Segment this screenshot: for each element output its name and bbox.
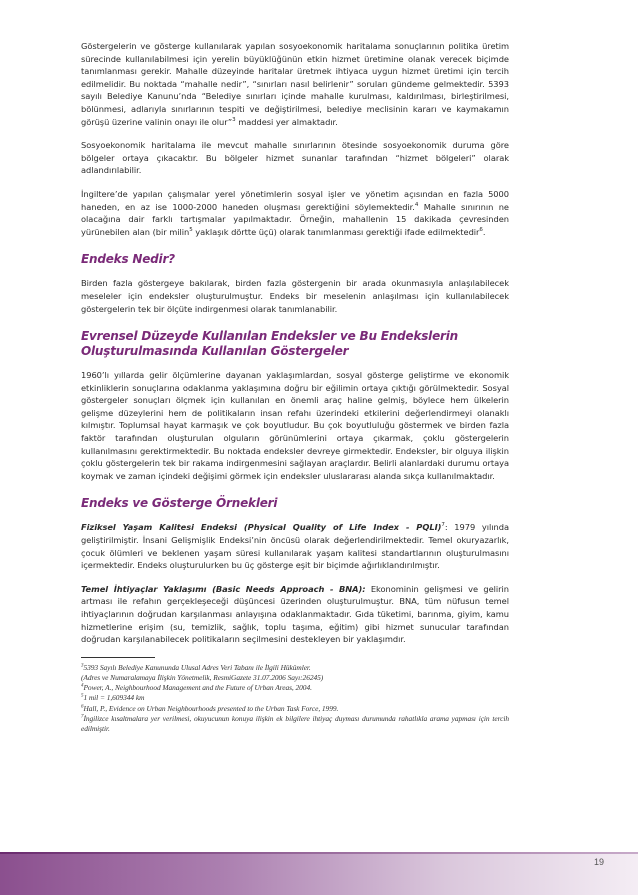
paragraph-text: İngiltere’de yapılan çalışmalar yerel yönetimlerin sosyal işler ve yönetim açısından en fazla 5000 haneden, en az ise 1000-2000 haneden oluşması gerektiğini söylemektedir. [81,188,509,212]
paragraph-1960lar: 1960’lı yıllarda gelir ölçümlerine dayanan yaklaşımlardan, sosyal gösterge geliştirme ve ekonomik etkinliklerin sonuçlarına odaklanma yaklaşımına doğru bir eğilimin ortaya çıktığı görülmektedir. Sosyal göstergeler sonuçları ölçmek için kullanılan en önemli araç haline gelmiş, böylece hem ülkelerin gelişme düzeylerini hem de politikaların insan refahı üzerindeki etkilerini değerlendirmeyi olanaklı kılmıştır. Toplumsal hayat karmaşık ve çok boyutludur. Bu çok boyutluluğu göstermek ve birden fazla faktör tarafından oluşturulan olguların görünümlerini ortaya çıkarmak, çoklu göstergelerin kullanılmasını gerektirmektedir. Bu noktada endeksler devreye girmektedir. Endeksler, bir olguya ilişkin çoklu göstergelerin tek bir rakama indirgenmesini sağlayan araçlardır. Belirli alanlardaki durumu ortaya koymak ve zaman içindeki değişimi görmek için endeksler uluslararası alanda sıkça kullanılmaktadır. [81,370,509,481]
paragraph-mahalle [81,40,509,128]
footnotes [81,663,509,734]
footnote-5 [81,693,509,703]
paragraph-text: Ekonominin gelişmesi ve gelirin artması ile refahın gerçekleşeceği düşüncesi üzerinden oluşturulmuştur. BNA, tüm nüfusun temel ihtiyaçlarının doğrudan karşılanması anlayışına odaklanmaktadır. Gıda tüketimi, barınma, giyim, kamu hizmetlerine erişim (su, temizlik, sağlık, toplu taşıma, eğitim) gibi hizmet sunucular tarafından doğrudan karşılanabilecek politikaların seçilmesini destekleyen bir yaklaşımdır. [81,583,509,645]
heading-endeks-ornekleri: Endeks ve Gösterge Örnekleri [81,496,278,511]
paragraph-text: : 1979 yılında geliştirilmiştir. İnsani Gelişmişlik Endeksi’nin öncüsü olarak değerlendirilmektedir. Temel okuryazarlık, çocuk ölümleri ve beklenen yaşam süresi kullanılarak yaşam kalitesi standartlarının oluşturulmasını içermektedir. Endeks oluşturulurken bu üç gösterge eşit bir biçimde ağırlıklandırılmıştır. [81,522,509,571]
footnote-7 [81,714,509,734]
paragraph-text: . [482,226,486,237]
paragraph-hizmet-bolgeleri: Sosyoekonomik haritalama ile mevcut mahalle sınırlarının ötesinde sosyoekonomik duruma göre bölgeler ortaya çıkacaktır. Bu bölgeler hizmet sunanlar tarafından “hizmet bölgeleri” olarak adlandırılabilir. [81,140,509,176]
paragraph-ingiltere [81,188,509,238]
page-content [81,40,509,734]
footnote-text: Hall, P., Evidence on Urban Neighbourhoods presented to the Urban Task Force, 1999. [83,703,339,713]
paragraph-text: Mahalle sınırının ne olacağına dair farklı tartışmalar yapılmaktadır. Örneğin, mahallenin 15 dakikada çevresinden yürünebilen alan (bir milin [81,201,509,237]
footer-gradient-bar [0,852,638,895]
paragraph-text: maddesi yer almaktadır. [235,116,338,127]
footnote-divider [81,657,155,658]
footnote-3-cont [81,673,509,683]
heading-endeks-nedir: Endeks Nedir? [81,252,175,267]
footnote-text: İngilizce kısaltmalara yer verilmesi, okuyucunun konuya ilişkin ek bilgilere ihtiyaç duyması durumunda rahatlıkla arama yapması için tercih edilmiştir. [81,713,509,733]
page-number: 19 [593,857,604,867]
term-pqli: Fiziksel Yaşam Kalitesi Endeksi (Physical Quality of Life Index - PQLI) [81,522,442,533]
paragraph-text: Göstergelerin ve gösterge kullanılarak yapılan sosyoekonomik haritalama sonuçlarının politika üretim sürecinde kullanılabilmesi için yerelin büyüklüğünün etkin hizmet üretimine olanak verecek biçimde tanımlanması gerekir. Mahalle düzeyinde haritalar üretmek ihtiyaca uygun hizmet üretimi için tercih edilmelidir. Bu noktada “mahalle nedir”, “sınırları nasıl belirlenir” soruları gündeme gelmektedir. 5393 sayılı Belediye Kanunu’nda “Belediye sınırları içinde mahalle kurulması, kaldırılması, birleştirilmesi, bölünmesi, adlarıyla sınırlarının tespiti ve değiştirilmesi, belediye meclisinin kararı ve kaymakamın görüşü üzerine valinin onayı ile olur” [81,41,509,127]
footnote-4 [81,683,509,693]
footnote-ref[interactable]: 5 [189,226,193,233]
paragraph-text: yaklaşık dörtte üçü) olarak tanımlanması gerektiği ifade edilmektedir [192,226,480,237]
footnote-number: 6 [81,704,84,710]
footnote-number: 5 [81,693,84,699]
footer-divider [0,852,638,854]
footnote-number: 3 [81,663,84,669]
footnote-text: Power, A., Neighbourhood Management and the Future of Urban Areas, 2004. [83,683,312,693]
footnote-text: 1 mil = 1,609344 km [83,693,145,703]
paragraph-pqli [81,521,509,571]
heading-evrensel-endeksler: Evrensel Düzeyde Kullanılan Endeksler ve Bu Endekslerin Oluşturulmasında Kullanılan Göstergeler [81,329,459,359]
footnote-ref[interactable]: 6 [479,226,483,233]
footnote-number: 7 [81,714,84,720]
footnote-ref[interactable]: 7 [441,522,445,529]
footnote-text: (Adres ve Numaralamaya İlişkin Yönetmelik, ResmiGazete 31.07.2006 Sayı:26245) [81,672,324,682]
footnote-text: 5393 Sayılı Belediye Kanununda Ulusal Adres Veri Tabanı ile İlgili Hükümler. [83,662,311,672]
term-bna: Temel İhtiyaçlar Yaklaşımı (Basic Needs Approach - BNA): [81,583,366,594]
footnote-3 [81,663,509,673]
paragraph-bna [81,583,509,646]
footnote-ref[interactable]: 3 [232,116,236,123]
footnote-number: 4 [81,683,84,689]
paragraph-endeks-tanim: Birden fazla göstergeye bakılarak, birden fazla göstergenin bir arada okunmasıyla anlaşılabilecek meseleler için endeksler oluşturulmuştur. Endeks bir meselenin anlaşılması için kullanılabilecek göstergelerin tek bir ölçüte indirgenmesi olarak tanımlanabilir. [81,278,509,314]
footnote-6 [81,704,509,714]
footnote-ref[interactable]: 4 [414,201,419,208]
